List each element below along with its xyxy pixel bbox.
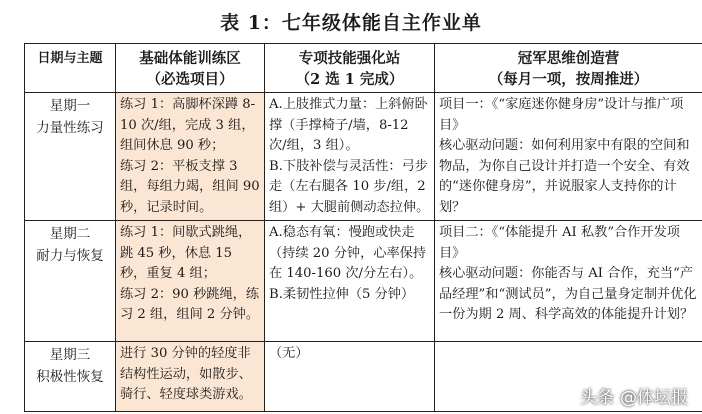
homework-table [24,43,702,412]
header-skill-station [265,44,435,93]
champion-camp-cell: 项目二：《“体能提升 AI 私教”合作开发项目》 核心驱动问题：你能否与 AI 合作，充当“产品经理”和“测试员”，为自己量身定制并优化一份为期 2 周、科学高效的体能提升计划？ [435,221,702,342]
basic-training-cell: 进行 30 分钟的轻度非结构性运动，如散步、骑行、轻度球类游戏。 [116,342,265,412]
basic-training-cell: 练习 1：间歇式跳绳，跳 45 秒，休息 15 秒，重复 4 组； 练习 2：90 秒跳绳，练习 2 组，组间 2 分钟。 [116,221,265,342]
watermark-handle: @体坛报 [620,388,688,408]
day-theme-cell [25,342,116,412]
table-header-row [25,44,702,93]
watermark-logo: 头条 [580,388,614,408]
day-label: 星期一 [49,98,91,114]
day-theme-cell [25,221,116,342]
basic-training-cell: 练习 1：高脚杯深蹲 8-10 次/组，完成 3 组，组间休息 90 秒； 练习 2：平板支撑 3 组，每组力竭，组间 90 秒，记录时间。 [116,93,265,221]
header-champion-camp [435,44,702,93]
day-theme-cell [25,93,116,221]
header-basic-note: （必选项目） [146,71,234,88]
theme-label: 积极性恢复 [36,369,104,385]
day-label: 星期二 [49,226,91,242]
header-champion-note: （每月一项，按周推进） [488,71,649,88]
header-basic-title: 基础体能训练区 [139,50,241,67]
theme-label: 耐力与恢复 [36,248,104,264]
document-title: 表 1：七年级体能自主作业单 [220,12,482,34]
theme-label: 力量性练习 [36,120,104,136]
champion-camp-cell: 项目一：《“家庭迷你健身房”设计与推广项目》 核心驱动问题：如何利用家中有限的空间和物品，为你自己设计并打造一个安全、有效的“迷你健身房”，并说服家人支持你的计划？ [435,93,702,221]
table-row [25,221,702,342]
day-label: 星期三 [49,347,91,363]
skill-station-cell: （无） [265,342,435,412]
skill-station-cell: A.稳态有氧：慢跑或快走（持续 20 分钟，心率保持在 140-160 次/分左右）。 B.柔韧性拉伸（5 分钟） [265,221,435,342]
header-date-theme: 日期与主题 [25,44,116,93]
header-skill-title: 专项技能强化站 [298,50,401,67]
header-skill-note: （2 选 1 完成） [295,71,404,88]
header-basic-training [116,44,265,93]
skill-station-cell: A.上肢推式力量：上斜俯卧撑（手撑椅子/墙，8-12 次/组，3 组）。 B.下肢补偿与灵活性：弓步走（左右腿各 10 步/组，2 组）+ 大腿前侧动态拉伸。 [265,93,435,221]
header-champion-title: 冠军思维创造营 [517,50,620,67]
table-row [25,93,702,221]
watermark [580,383,688,408]
